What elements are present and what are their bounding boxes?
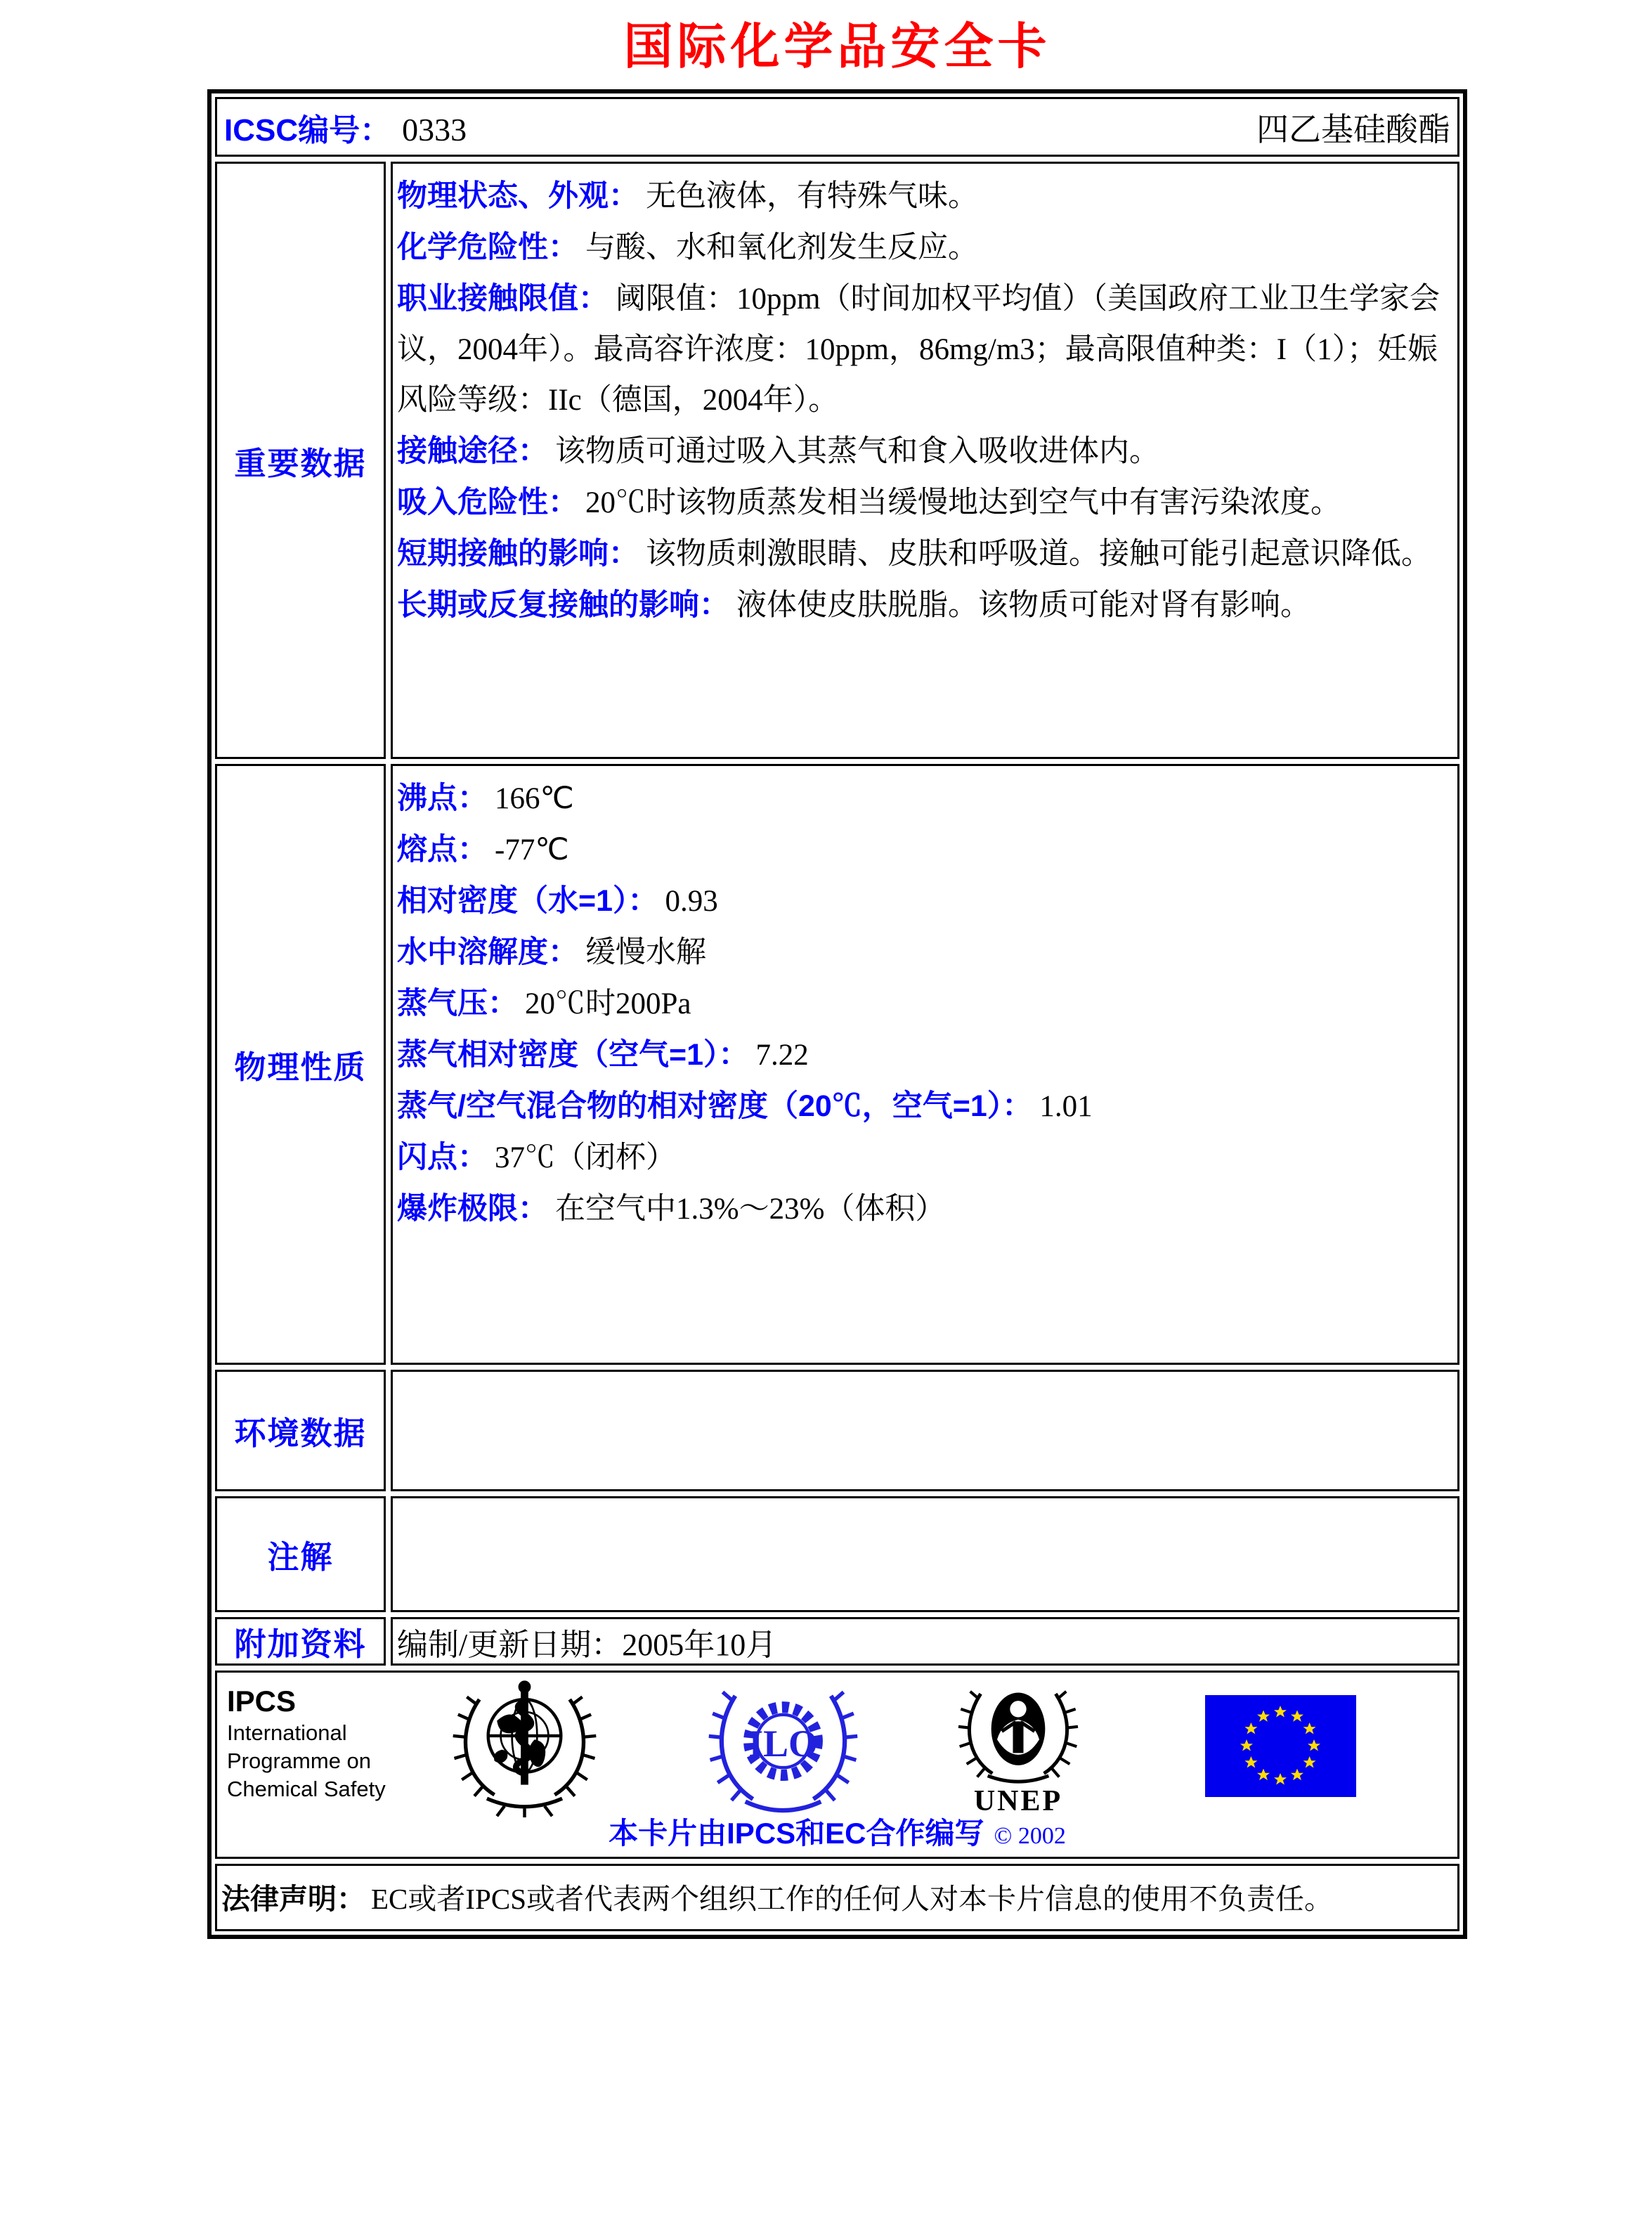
property-value: 在空气中1.3%～23%（体积） xyxy=(555,1193,946,1226)
property-label: 蒸气/空气混合物的相对密度（20℃，空气=1）： xyxy=(397,1089,1033,1123)
row-additional-info xyxy=(215,1617,1459,1666)
chemical-name: 四乙基硅酸酯 xyxy=(1256,111,1450,148)
property-value: 阈限值：10ppm（时间加权平均值）（美国政府工业卫生学家会议，2004年）。最高容许浓度：10ppm，86mg/m3；最高限值种类：I（1）；妊娠风险等级：IIc（德国，2004年）。 xyxy=(397,283,1440,417)
section-label-physical-properties xyxy=(215,764,386,1365)
credit-line xyxy=(217,1810,1457,1853)
property-value: 1.01 xyxy=(1039,1090,1093,1123)
icsc-number-group xyxy=(224,105,467,150)
eu-flag-icon xyxy=(1205,1695,1356,1801)
property-line xyxy=(397,528,1452,580)
property-value: 166℃ xyxy=(495,782,574,815)
property-line xyxy=(397,171,1452,222)
property-line xyxy=(397,1081,1452,1132)
who-logo-icon xyxy=(449,1677,600,1821)
row-important-data xyxy=(215,162,1459,759)
property-value: 该物质刺激眼睛、皮肤和呼吸道。接触可能引起意识降低。 xyxy=(646,538,1431,571)
row-logos xyxy=(215,1671,1459,1859)
row-header xyxy=(215,97,1459,157)
property-value: 该物质可通过吸入其蒸气和食入吸收进体内。 xyxy=(555,435,1159,468)
property-label: 接触途径： xyxy=(397,434,548,468)
section-label-text: 注解 xyxy=(267,1539,334,1575)
property-line xyxy=(397,1183,1452,1235)
property-value: 37℃（闭杯） xyxy=(495,1141,676,1174)
property-label: 蒸气压： xyxy=(397,987,518,1020)
ilo-logo-icon xyxy=(708,1675,859,1823)
property-value: 20℃时该物质蒸发相当缓慢地达到空气中有害污染浓度。 xyxy=(585,486,1341,519)
property-line xyxy=(397,927,1452,978)
section-content-important-data xyxy=(391,162,1459,759)
property-line xyxy=(397,580,1452,631)
property-label: 熔点： xyxy=(397,833,488,867)
section-label-environmental-data xyxy=(215,1370,386,1491)
header-cell xyxy=(215,97,1459,157)
ipcs-line-3: Chemical Safety xyxy=(227,1777,386,1801)
ipcs-line-1: International xyxy=(227,1720,347,1745)
ipcs-line-2: Programme on xyxy=(227,1749,372,1773)
legal-text: EC或者IPCS或者代表两个组织工作的任何人对本卡片信息的使用不负责任。 xyxy=(371,1883,1333,1915)
section-label-text: 环境数据 xyxy=(234,1415,367,1451)
property-line xyxy=(397,426,1452,477)
property-line xyxy=(397,477,1452,528)
property-label: 蒸气相对密度（空气=1）： xyxy=(397,1038,749,1072)
property-line xyxy=(397,1132,1452,1183)
property-label: 爆炸极限： xyxy=(397,1192,548,1226)
property-value: 液体使皮肤脱脂。该物质可能对肾有影响。 xyxy=(736,589,1310,622)
property-label: 吸入危险性： xyxy=(397,486,578,519)
property-label: 长期或反复接触的影响： xyxy=(397,588,729,622)
property-value: 与酸、水和氧化剂发生反应。 xyxy=(585,231,978,264)
row-legal xyxy=(215,1864,1459,1931)
ipcs-acronym: IPCS xyxy=(227,1685,297,1718)
section-label-important-data xyxy=(215,162,386,759)
property-label: 水中溶解度： xyxy=(397,935,578,969)
row-physical-properties xyxy=(215,764,1459,1365)
icsc-number-label: ICSC编号： xyxy=(224,112,391,148)
property-label: 职业接触限值： xyxy=(397,282,609,316)
property-label: 闪点： xyxy=(397,1141,488,1174)
property-label: 化学危险性： xyxy=(397,231,578,264)
section-label-text: 重要数据 xyxy=(234,445,367,481)
row-notes xyxy=(215,1496,1459,1612)
property-line xyxy=(397,876,1452,927)
property-label: 物理状态、外观： xyxy=(397,179,639,213)
property-value: 0.93 xyxy=(665,885,718,918)
icsc-card xyxy=(207,89,1467,1939)
property-line xyxy=(397,978,1452,1030)
credit-text: 本卡片由IPCS和EC合作编写 xyxy=(609,1817,984,1850)
unep-logo-icon xyxy=(948,1680,1088,1817)
property-label: 沸点： xyxy=(397,781,488,815)
logos-cell xyxy=(215,1671,1459,1859)
section-label-additional-info xyxy=(215,1617,386,1666)
property-line xyxy=(397,1030,1452,1081)
unep-caption: UNEP xyxy=(973,1785,1063,1817)
section-label-text: 物理性质 xyxy=(234,1049,367,1085)
page-title: 国际化学品安全卡 xyxy=(623,19,1051,74)
property-line xyxy=(397,222,1452,273)
svg-text:ILO: ILO xyxy=(748,1723,818,1765)
property-label: 相对密度（水=1）： xyxy=(397,884,658,918)
section-content-physical-properties xyxy=(391,764,1459,1365)
property-line xyxy=(397,824,1452,876)
legal-label: 法律声明： xyxy=(221,1883,365,1915)
legal-cell xyxy=(215,1864,1459,1931)
property-value: 20℃时200Pa xyxy=(525,987,691,1020)
credit-year: © 2002 xyxy=(994,1823,1066,1849)
row-environmental-data xyxy=(215,1370,1459,1491)
section-content-additional-info: 编制/更新日期：2005年10月 xyxy=(391,1617,1459,1666)
section-content-environmental-data xyxy=(391,1370,1459,1491)
property-line xyxy=(397,273,1452,426)
property-value: -77℃ xyxy=(495,833,569,867)
property-value: 缓慢水解 xyxy=(585,936,706,969)
section-content-notes xyxy=(391,1496,1459,1612)
section-label-text: 附加资料 xyxy=(234,1626,367,1662)
property-line xyxy=(397,773,1452,824)
section-label-notes xyxy=(215,1496,386,1612)
property-value: 7.22 xyxy=(755,1039,809,1072)
icsc-number-value: 0333 xyxy=(402,111,467,148)
ipcs-text-block xyxy=(227,1684,386,1803)
property-label: 短期接触的影响： xyxy=(397,537,639,571)
property-value: 无色液体，有特殊气味。 xyxy=(646,180,978,213)
